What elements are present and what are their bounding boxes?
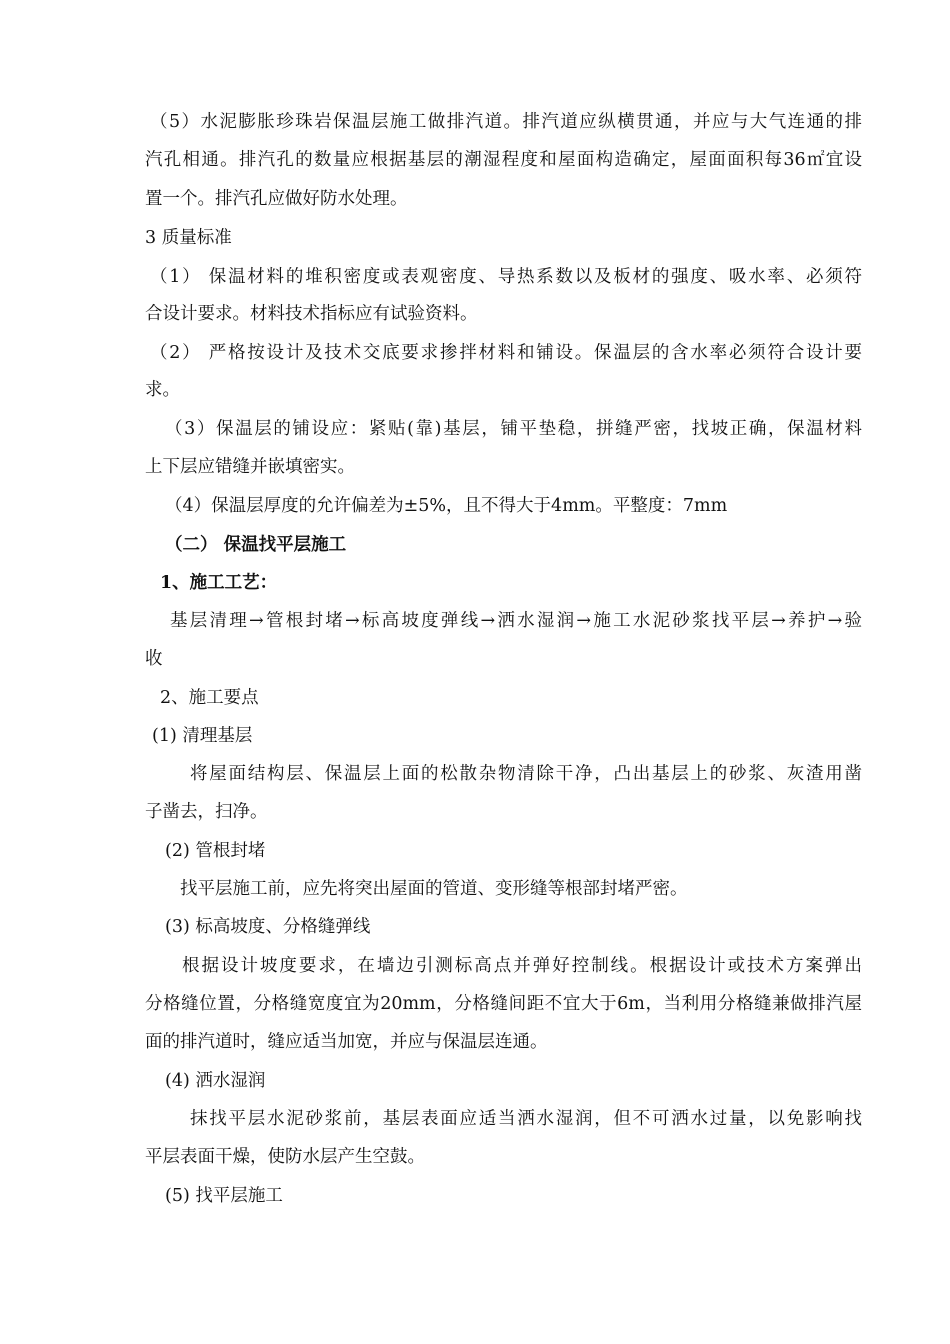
paragraph-line: 合设计要求。材料技术指标应有试验资料。 xyxy=(145,304,478,324)
paragraph-line: （3）保温层的铺设应：紧贴(靠)基层，铺平垫稳，拼缝严密，找坡正确，保温材料 xyxy=(165,419,862,439)
paragraph-line: （2） 严格按设计及技术交底要求掺拌材料和铺设。保温层的含水率必须符合设计要 xyxy=(150,343,862,363)
subsection-heading: 1、施工工艺： xyxy=(160,573,278,593)
paragraph-line: 平层表面干燥，使防水层产生空鼓。 xyxy=(145,1147,425,1167)
paragraph-line: 找平层施工前，应先将突出屋面的管道、变形缝等根部封堵严密。 xyxy=(180,879,688,899)
paragraph-line: 上下层应错缝并嵌填密实。 xyxy=(145,457,355,477)
process-flow-line: 收 xyxy=(145,649,163,669)
section-heading: 3 质量标准 xyxy=(145,228,232,248)
item-heading: (2) 管根封堵 xyxy=(165,841,266,861)
item-heading: (1) 清理基层 xyxy=(152,726,253,746)
item-heading: (5) 找平层施工 xyxy=(165,1186,283,1206)
paragraph-line: 置一个。排汽孔应做好防水处理。 xyxy=(145,189,408,209)
paragraph-line: 求。 xyxy=(145,380,180,400)
process-flow-line: 基层清理→管根封堵→标高坡度弹线→洒水湿润→施工水泥砂浆找平层→养护→验 xyxy=(170,611,862,631)
paragraph-line: 子凿去，扫净。 xyxy=(145,802,268,822)
paragraph-line: 汽孔相通。排汽孔的数量应根据基层的潮湿程度和屋面构造确定，屋面面积每36㎡宜设 xyxy=(145,150,862,170)
paragraph-line: 面的排汽道时，缝应适当加宽，并应与保温层连通。 xyxy=(145,1032,548,1052)
item-heading: (3) 标高坡度、分格缝弹线 xyxy=(165,917,371,937)
paragraph-line: （5）水泥膨胀珍珠岩保温层施工做排汽道。排汽道应纵横贯通，并应与大气连通的排 xyxy=(150,112,862,132)
paragraph-line: 根据设计坡度要求，在墙边引测标高点并弹好控制线。根据设计或技术方案弹出 xyxy=(182,956,862,976)
paragraph-line: 分格缝位置，分格缝宽度宜为20mm，分格缝间距不宜大于6m，当利用分格缝兼做排汽屋 xyxy=(145,994,862,1014)
item-heading: (4) 洒水湿润 xyxy=(165,1071,266,1091)
subsection-heading: （二） 保温找平层施工 xyxy=(165,535,347,555)
paragraph-line: 将屋面结构层、保温层上面的松散杂物清除干净，凸出基层上的砂浆、灰渣用凿 xyxy=(190,764,862,784)
subsection-heading: 2、施工要点 xyxy=(160,688,259,708)
paragraph-line: 抹找平层水泥砂浆前，基层表面应适当洒水湿润，但不可洒水过量，以免影响找 xyxy=(190,1109,862,1129)
paragraph-line: （4）保温层厚度的允许偏差为±5%，且不得大于4mm。平整度：7mm xyxy=(165,496,728,516)
paragraph-line: （1） 保温材料的堆积密度或表观密度、导热系数以及板材的强度、吸水率、必须符 xyxy=(150,267,862,287)
